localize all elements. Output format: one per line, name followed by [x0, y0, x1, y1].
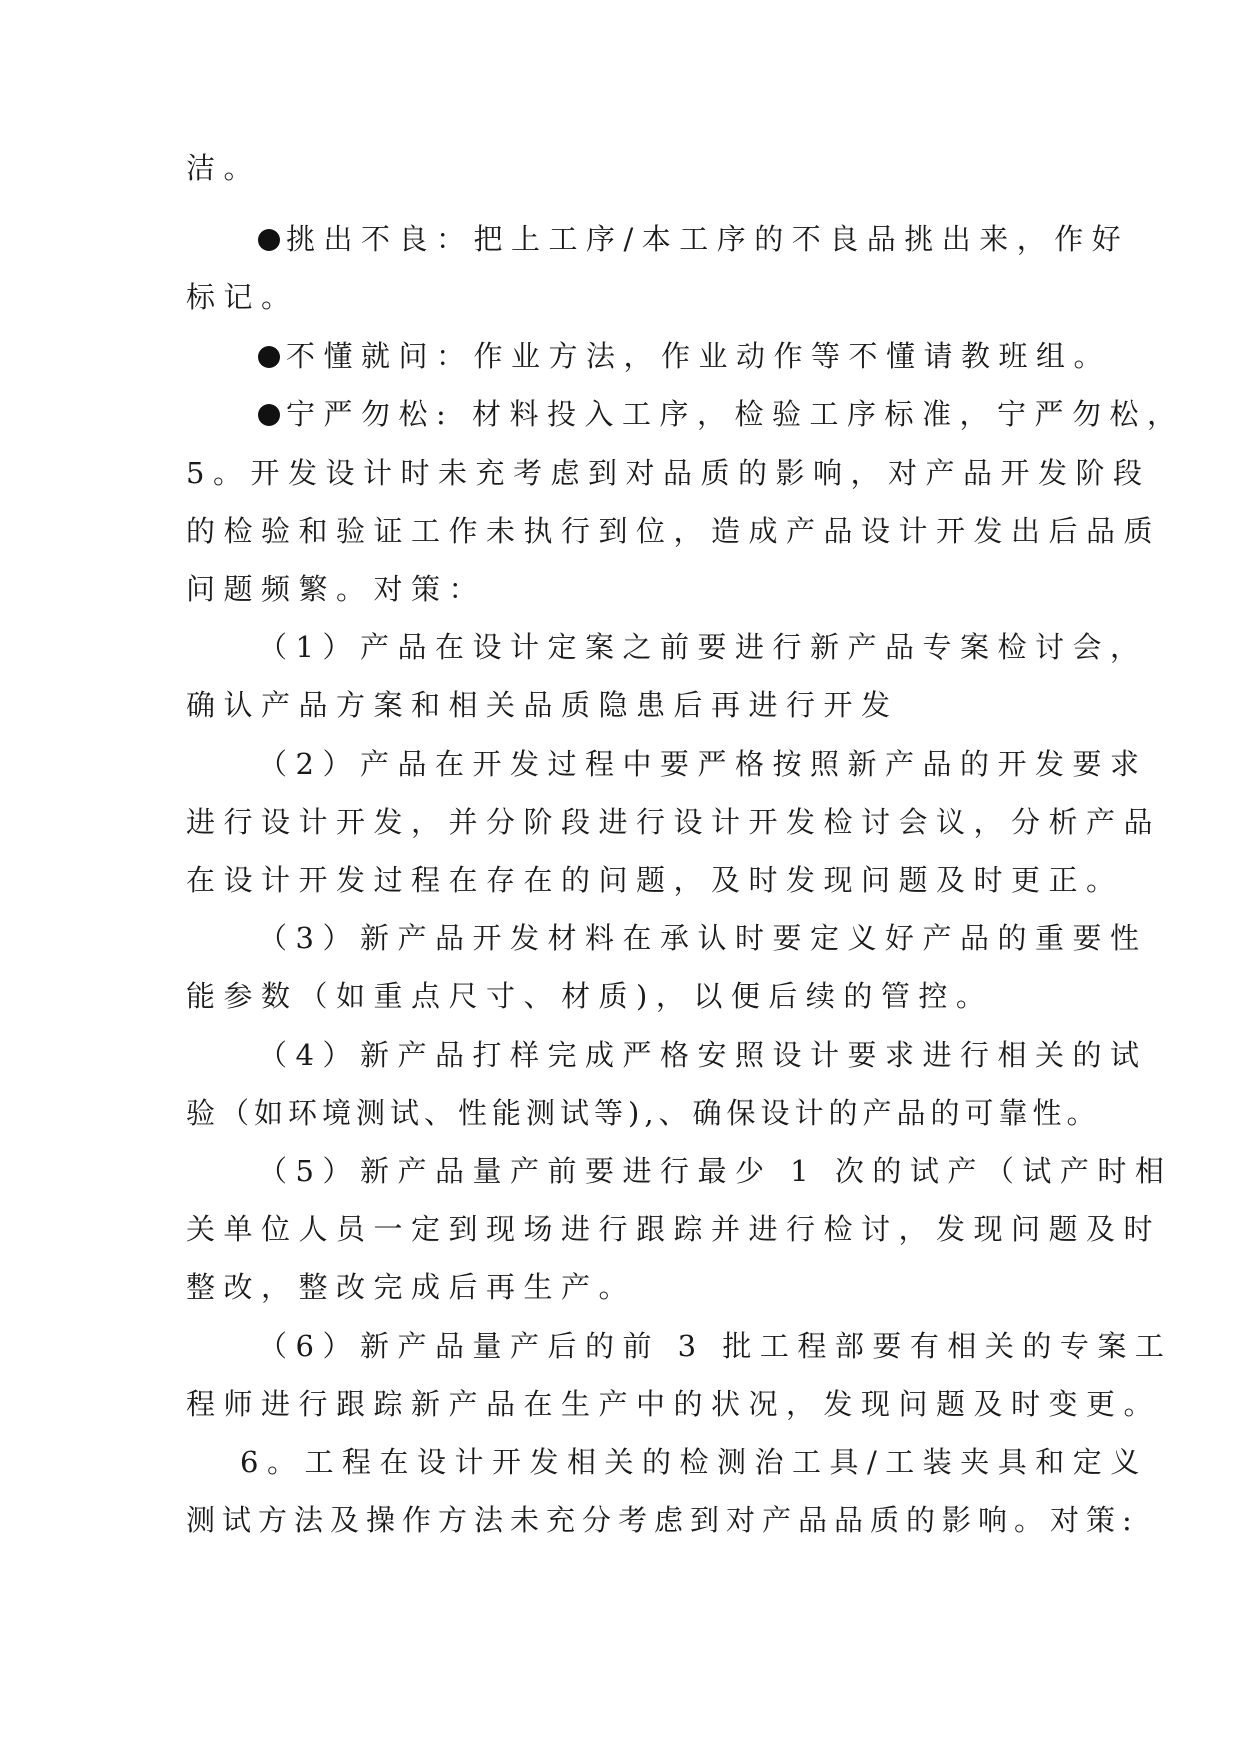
text-line: 进行设计开发，并分阶段进行设计开发检讨会议，分析产品 — [186, 805, 1162, 839]
bullet-item-line — [258, 336, 1111, 376]
text-line: 确认产品方案和相关品质隐患后再进行开发 — [186, 688, 899, 722]
text-line: 的检验和验证工作未执行到位，造成产品设计开发出后品质 — [186, 514, 1162, 548]
text-line: 能参数（如重点尺寸、材质)，以便后续的管控。 — [186, 979, 994, 1013]
bullet-icon — [258, 346, 280, 368]
bullet-icon — [258, 404, 280, 426]
text-line: 在设计开发过程在存在的问题，及时发现问题及时更正。 — [186, 863, 1124, 897]
text-line: （4）新产品打样完成严格安照设计要求进行相关的试 — [258, 1038, 1148, 1072]
bullet-item-line — [258, 219, 1129, 259]
text-line: （2）产品在开发过程中要严格按照新产品的开发要求 — [258, 747, 1148, 781]
text-line: （5）新产品量产前要进行最少 1 次的试产（试产时相 — [258, 1154, 1173, 1188]
text-line: 洁。 — [186, 151, 262, 185]
text-line: 程师进行跟踪新产品在生产中的状况，发现问题及时变更。 — [186, 1387, 1162, 1421]
text-line: 5。开发设计时未充考虑到对品质的影响，对产品开发阶段 — [186, 456, 1151, 490]
bullet-icon — [258, 229, 280, 251]
text-line: 整改，整改完成后再生产。 — [186, 1270, 637, 1304]
text-line: （1）产品在设计定案之前要进行新产品专案检讨会， — [258, 630, 1148, 664]
text-line: 测试方法及操作方法未充分考虑到对产品品质的影响。对策: — [186, 1503, 1139, 1537]
text-line: 标记。 — [186, 280, 299, 314]
text-line: 关单位人员一定到现场进行跟踪并进行检讨，发现问题及时 — [186, 1212, 1162, 1246]
bullet-item-line — [258, 394, 1185, 434]
text-line: （6）新产品量产后的前 3 批工程部要有相关的专案工 — [258, 1329, 1173, 1363]
text-line: 问题频繁。对策： — [186, 572, 487, 606]
text-line: 不懂就问：作业方法，作业动作等不懂请教班组。 — [286, 339, 1112, 373]
text-line: 6。工程在设计开发相关的检测治工具/工装夹具和定义 — [240, 1445, 1148, 1479]
text-line: 验（如环境测试、性能测试等),、确保设计的产品的可靠性。 — [186, 1096, 1101, 1130]
text-line: （3）新产品开发材料在承认时要定义好产品的重要性 — [258, 921, 1148, 955]
text-line: 挑出不良：把上工序/本工序的不良品挑出来，作好 — [286, 222, 1130, 256]
text-line: 宁严勿松: 材料投入工序，检验工序标准，宁严勿松， — [286, 397, 1185, 431]
